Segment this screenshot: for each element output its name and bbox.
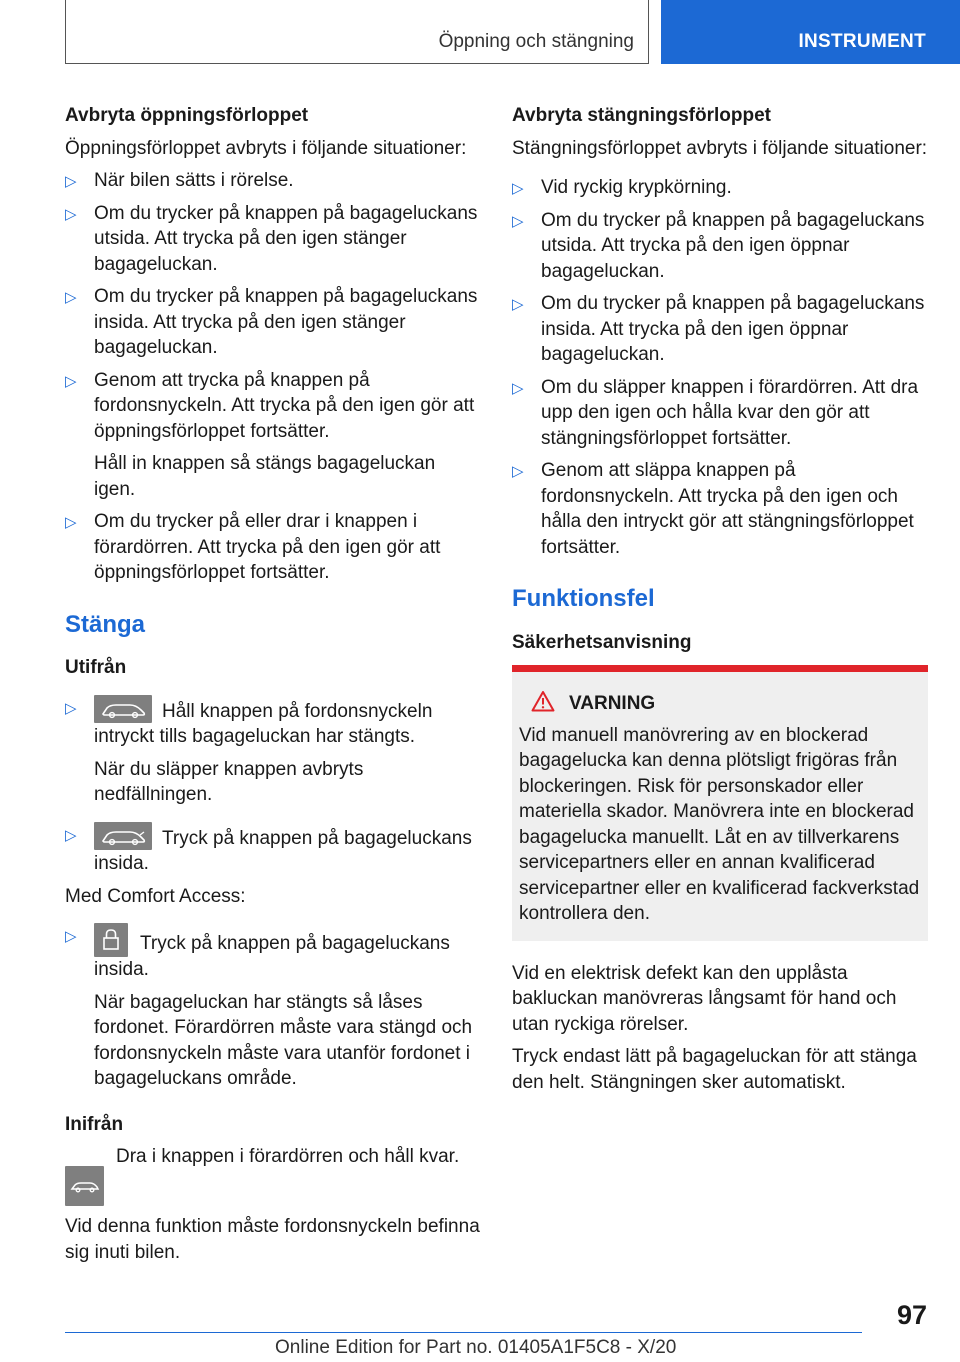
list-item-text: Om du trycker på eller drar i knappen i förardörren. Att trycka på den igen gör att öppningsförloppet fortsätter. [94, 511, 441, 583]
list-item [65, 509, 481, 586]
warning-triangle-icon [531, 690, 555, 712]
list-item [65, 923, 481, 1092]
list-item-text: Om du släpper knappen i förardörren. Att dra upp den igen och hålla kvar den gör att stängningsförloppet fortsätter. [541, 376, 919, 449]
warning-box [512, 665, 928, 941]
footer-edition: Online Edition for Part no. 01405A1F5C8 - X/20 [275, 1337, 677, 1358]
bullet-icon: ▷ [65, 205, 77, 223]
list-item [65, 695, 481, 808]
malfunction-para-1: Vid en elektrisk defekt kan den upplåsta bakluckan manövreras långsamt för hand och utan ryckiga rörelser. [512, 962, 897, 1035]
list-item-text: När bilen sätts i rörelse. [94, 170, 294, 191]
list-item-note: När du släpper knappen avbryts nedfällningen. [94, 758, 364, 805]
list-item-text: Tryck på knappen på bagageluckans insida. [94, 933, 450, 980]
chapter-title: Öppning och stängning [438, 31, 634, 52]
car-tailgate-icon [94, 822, 152, 850]
abort-closing-heading: Avbryta stängningsförloppet [512, 105, 771, 126]
list-item-text: Om du trycker på knappen på bagageluckans utsida. Att trycka på den igen stänger bagageluckan. [94, 202, 478, 275]
bullet-icon: ▷ [65, 372, 77, 390]
list-item [65, 168, 481, 194]
warning-text: Vid manuell manövrering av en blockerad bagagelucka kan denna plötsligt frigöras från blockeringen. Risk för personskador eller materiella skador. Manövrera inte en blockerad bagagelucka manuellt. Låt en av tillverkarens servicepartners eller en annan kvalificerad servicepartner eller en kvalificerad fackverkstad kontrollera den. [519, 724, 920, 924]
malfunction-para-2: Tryck endast lätt på bagageluckan för att stänga den helt. Stängningen sker automatiskt. [512, 1046, 917, 1093]
bullet-icon: ▷ [512, 296, 524, 313]
bullet-icon: ▷ [65, 928, 77, 945]
padlock-icon [94, 923, 128, 957]
malfunction-section-title: Funktionsfel [512, 585, 655, 612]
list-item [65, 201, 481, 278]
list-item-text: Om du trycker på knappen på bagageluckans utsida. Att trycka på den igen öppnar bagageluckan. [541, 209, 925, 282]
bullet-icon: ▷ [512, 180, 524, 197]
inside-text: Dra i knappen i förardörren och håll kvar. [116, 1146, 460, 1167]
abort-opening-intro: Öppningsförloppet avbryts i följande situationer: [65, 137, 467, 159]
list-item-note: När bagageluckan har stängts så låses fordonet. Förardörren måste vara stängd och fordonsnyckeln måste vara utanför fordonet i bagageluckans område. [94, 991, 473, 1089]
warning-title-text: VARNING [569, 693, 656, 714]
page-number: 97 [896, 1300, 927, 1330]
abort-opening-heading: Avbryta öppningsförloppet [65, 105, 309, 126]
car-door-button-icon [65, 1166, 104, 1206]
safety-heading: Säkerhetsanvisning [512, 631, 692, 653]
bullet-icon: ▷ [65, 514, 77, 531]
outside-list [65, 695, 481, 877]
section-label: INSTRUMENT [798, 31, 926, 52]
list-item-text: Håll knappen på fordonsnyckeln intryckt tills bagageluckan har stängts. [94, 700, 433, 747]
comfort-access-label: Med Comfort Access: [65, 885, 246, 907]
outside-heading: Utifrån [65, 657, 127, 678]
close-section-title: Stänga [65, 610, 146, 638]
comfort-list [65, 923, 481, 1092]
list-item [512, 458, 928, 560]
list-item [65, 368, 481, 503]
list-item [512, 208, 928, 285]
bullet-icon: ▷ [65, 699, 77, 717]
list-item-text: Vid ryckig krypkörning. [541, 177, 732, 198]
footer-divider [65, 1332, 862, 1333]
bullet-icon: ▷ [65, 289, 77, 306]
list-item-text: Om du trycker på knappen på bagageluckans insida. Att trycka på den igen öppnar bagageluckan. [541, 293, 925, 365]
abort-closing-list [512, 175, 928, 560]
list-item-text: Om du trycker på knappen på bagageluckans insida. Att trycka på den igen stänger bagageluckan. [94, 286, 478, 358]
header-chapter-box [65, 0, 649, 64]
list-item [512, 175, 928, 201]
right-column [512, 103, 928, 1102]
bullet-icon: ▷ [512, 212, 524, 230]
inside-instruction [65, 1144, 481, 1184]
list-item [65, 822, 481, 877]
bullet-icon: ▷ [65, 826, 77, 844]
inside-heading: Inifrån [65, 1113, 124, 1135]
list-item [65, 284, 481, 361]
abort-opening-list [65, 168, 481, 586]
warning-title [519, 690, 920, 717]
list-item [512, 375, 928, 452]
left-column [65, 103, 481, 1272]
bullet-icon: ▷ [512, 463, 524, 480]
header-section-box[interactable] [661, 0, 960, 64]
abort-closing-intro: Stängningsförloppet avbryts i följande situationer: [512, 137, 928, 159]
list-item-note: Håll in knappen så stängs bagageluckan igen. [94, 453, 436, 500]
list-item-text: Tryck på knappen på bagageluckans insida. [94, 827, 472, 874]
car-tailgate-icon [94, 695, 152, 723]
list-item-text: Genom att släppa knappen på fordonsnyckeln. Att trycka på den igen och hålla den intryckt gör att stängningsförloppet fortsätter. [541, 460, 914, 558]
bullet-icon: ▷ [65, 173, 77, 190]
list-item-text: Genom att trycka på knappen på fordonsnyckeln. Att trycka på den igen gör att öppningsförloppet fortsätter. [94, 369, 475, 442]
key-note: Vid denna funktion måste fordonsnyckeln befinna sig inuti bilen. [65, 1216, 480, 1263]
list-item [512, 291, 928, 368]
bullet-icon: ▷ [512, 379, 524, 397]
